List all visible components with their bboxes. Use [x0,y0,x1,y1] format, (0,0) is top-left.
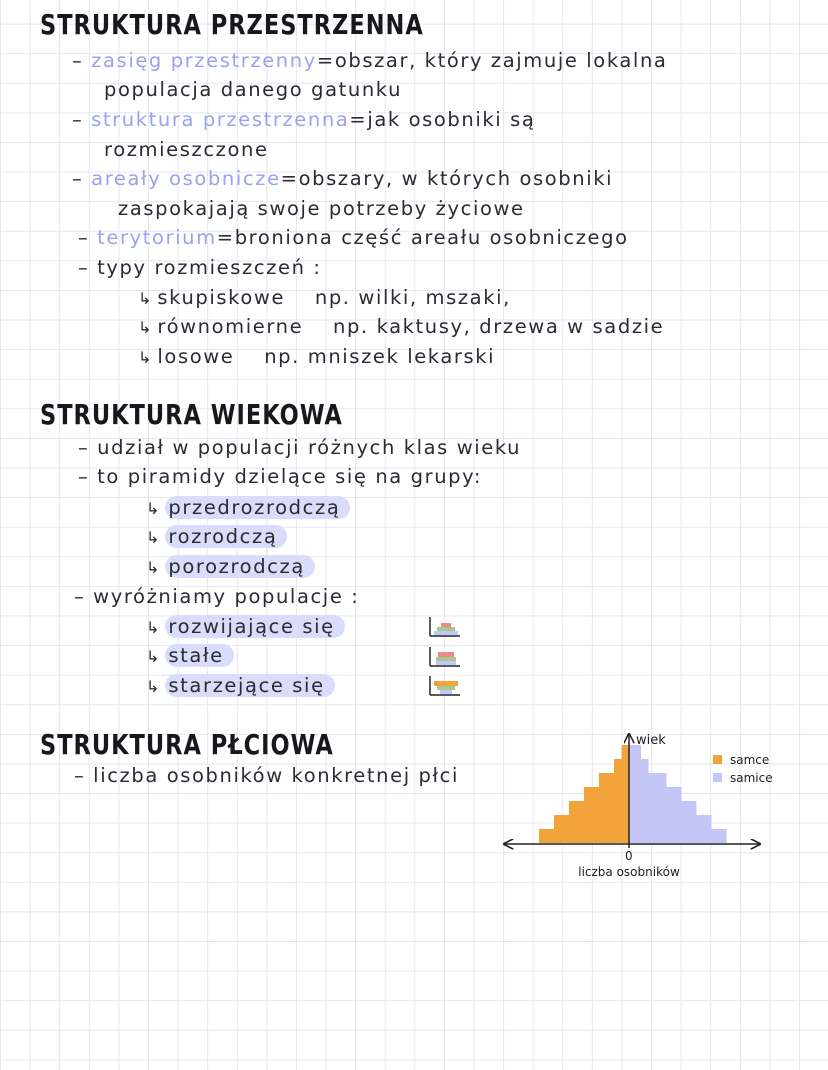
legend-label-samice: samice [730,771,773,785]
dash: – [72,108,84,131]
line-areas [72,168,613,190]
term-areas: areały osobnicze [91,167,281,190]
bar-samce-2 [554,815,629,829]
dash: – [72,167,84,190]
equals: = [216,226,235,249]
bar-samce-1 [539,829,629,843]
population-stable [146,645,234,667]
line-age-share [78,437,521,459]
dash: – [72,49,84,72]
bar-samice-2 [629,815,712,829]
group-label: przedrozrodczą [165,496,350,519]
populations-text: wyróżniamy populacje : [93,585,360,608]
line-sex [74,765,459,787]
population-label: stałe [165,644,233,667]
definition-text: obszar, który zajmuje lokalna [334,49,668,72]
type-example: np. kaktusy, drzewa w sadzie [333,315,665,338]
heading-spatial-structure: STRUKTURA PRZESTRZENNA [40,8,424,41]
population-label: starzejące się [165,674,334,697]
arrow-icon: ↳ [146,647,160,666]
legend-swatch-samice [713,773,722,782]
definition-text: obszary, w których osobniki [298,167,614,190]
dash: – [74,585,86,608]
bar-samce-7 [622,745,630,759]
type-random [138,346,495,368]
aging-pyramid-icon [428,675,462,697]
line-spatial [72,109,535,131]
dash: – [74,764,86,787]
bar-samice-1 [629,829,727,843]
arrow-icon: ↳ [146,499,160,518]
bar-samce-5 [599,773,629,787]
line-territory [78,227,629,249]
equals: = [280,167,299,190]
zero-label: 0 [625,849,633,863]
type-name: losowe [157,345,235,368]
age-share-text: udział w populacji różnych klas wieku [97,436,522,459]
dash: – [78,256,90,279]
group-label: rozrodczą [165,525,287,548]
type-uniform [138,316,664,338]
type-name: skupiskowe [157,286,286,309]
arrow-icon: ↳ [146,618,160,637]
distribution-types-text: typy rozmieszczeń : [97,256,322,279]
group-reproductive [146,526,287,548]
bar-samice-4 [629,787,682,801]
line-areas-cont: zaspokajają swoje potrzeby życiowe [118,197,525,220]
line-distribution-types [78,257,322,279]
bar-samce-6 [614,759,629,773]
y-axis-label: wiek [636,733,666,748]
dash: – [78,226,90,249]
legend-label-samce: samce [730,753,770,767]
stable-pyramid-icon [428,646,462,668]
definition-text: jak osobniki są [367,108,536,131]
heading-sex-structure: STRUKTURA PŁCIOWA [40,728,334,761]
line-range [72,50,667,72]
line-spatial-cont: rozmieszczone [104,138,269,161]
equals: = [349,108,368,131]
group-postreproductive [146,556,315,578]
arrow-icon: ↳ [138,348,152,367]
term-range: zasięg przestrzenny [91,49,317,72]
sex-pyramid-chart [490,728,790,888]
dash: – [78,436,90,459]
bar-samice-6 [629,759,649,773]
bar-samice-5 [629,773,667,787]
arrow-icon: ↳ [146,528,160,547]
population-label: rozwijające się [165,615,344,638]
line-populations [74,586,359,608]
pyramids-text: to piramidy dzielące się na grupy: [97,465,483,488]
arrow-icon: ↳ [146,558,160,577]
equals: = [316,49,335,72]
type-example: np. wilki, mszaki, [314,286,511,309]
type-example: np. mniszek lekarski [264,345,496,368]
group-label: porozrodczą [165,555,314,578]
bar-samce-3 [569,801,629,815]
arrow-icon: ↳ [138,289,152,308]
line-pyramids [78,466,482,488]
population-aging [146,675,335,697]
term-territory: terytorium [97,226,217,249]
line-range-cont: populacja danego gatunku [104,78,403,101]
population-developing [146,616,345,638]
definition-text: broniona część areału osobniczego [234,226,629,249]
term-spatial: struktura przestrzenna [91,108,350,131]
dash: – [78,465,90,488]
x-axis-label: liczba osobników [578,865,680,879]
heading-age-structure: STRUKTURA WIEKOWA [40,398,343,431]
type-clumped [138,287,511,309]
developing-pyramid-icon [428,616,462,638]
group-prereproductive [146,497,350,519]
bar-samice-3 [629,801,697,815]
sex-definition-text: liczba osobników konkretnej płci [93,764,459,787]
arrow-icon: ↳ [146,677,160,696]
arrow-icon: ↳ [138,318,152,337]
bar-samce-4 [584,787,629,801]
type-name: równomierne [157,315,304,338]
legend-swatch-samce [713,755,722,764]
